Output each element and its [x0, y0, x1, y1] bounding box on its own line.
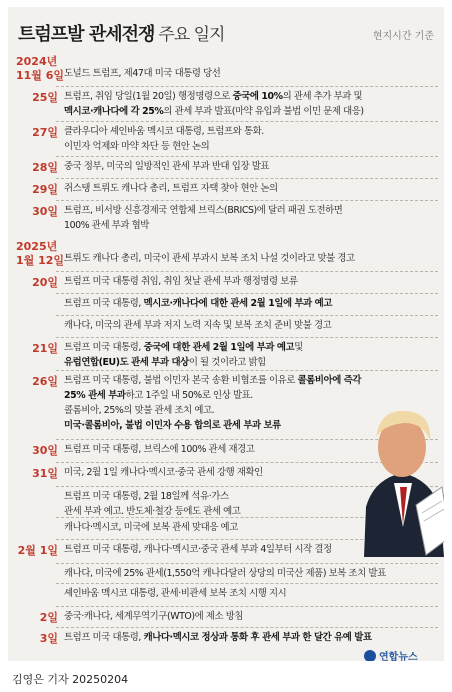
text-segment: 이 될 것이라고 밝힘 — [188, 357, 266, 368]
bold-text-segment: 중국에 대한 관세 2월 1일에 부과 예고 — [143, 342, 295, 353]
entry-date: 28일 — [32, 161, 58, 174]
text-segment: 미국, 2월 1일 캐나다·멕시코·중국 관세 강행 재확인 — [64, 467, 263, 478]
entry-text-line — [64, 631, 438, 644]
text-segment: 트럼프 미국 대통령, 캐나다·멕시코·중국 관세 부과 4일부터 시작 결정 — [64, 544, 332, 555]
entry-text-line — [64, 90, 438, 103]
entry-text-line — [64, 182, 438, 195]
entry-separator — [56, 627, 438, 628]
text-segment: 트럼프 미국 대통령, 2월 18일께 석유·가스 — [64, 491, 229, 502]
bold-text-segment: 캐나다·멕시코 정상과 통화 후 관세 부과 한 달간 유예 발표 — [143, 632, 372, 643]
bold-text-segment: 멕시코·캐나다에 각 25% — [64, 106, 164, 117]
bold-text-segment: 중국에 10% — [232, 91, 283, 102]
entry-date: 3일 — [39, 632, 58, 645]
text-segment: 캐나다·멕시코, 미국에 보복 관세 맞대응 예고 — [64, 522, 238, 533]
entry-date: 25일 — [32, 91, 58, 104]
entry-text-line — [64, 219, 438, 232]
bold-text-segment: 콜롬비아에 즉각 — [297, 375, 362, 386]
entry-text-line — [64, 374, 438, 387]
entry-text-line — [64, 204, 438, 217]
entry-separator — [56, 293, 438, 294]
trump-portrait-illustration — [354, 387, 444, 557]
text-segment: 셰인바움 멕시코 대통령, 관세·비관세 보복 조치 시행 지시 — [64, 588, 287, 599]
entry-date: 30일 — [32, 444, 58, 457]
text-segment: 트럼프 미국 대통령, — [64, 298, 144, 309]
text-segment: 이민자 억제와 마약 차단 등 현안 논의 — [64, 141, 210, 152]
entry-date: 20일 — [32, 276, 58, 289]
entry-text-line — [64, 125, 438, 138]
entry-separator — [56, 121, 438, 122]
entry-text-line — [64, 297, 438, 310]
entry-text-line — [64, 319, 438, 332]
entry-text-line — [64, 67, 438, 80]
entry-date: 26일 — [32, 375, 58, 388]
entry-separator — [56, 156, 438, 157]
year-2024: 2024년 — [16, 55, 58, 68]
entry-separator — [56, 606, 438, 607]
text-segment: 트럼프, 비서방 신흥경제국 연합체 브릭스(BRICS)에 달러 패권 도전하면 — [64, 205, 343, 216]
entry-separator — [56, 563, 438, 564]
footer-credit: 김영은 기자 20250204 — [12, 673, 129, 686]
text-segment: 트럼프 미국 대통령, — [64, 632, 144, 643]
entry-date: 2일 — [39, 611, 58, 624]
entry-text-line — [64, 610, 438, 623]
entry-date: 21일 — [32, 342, 58, 355]
text-segment: 도널드 트럼프, 제47대 미국 대통령 당선 — [64, 68, 221, 79]
entry-text-line — [64, 587, 438, 600]
entry-separator — [56, 86, 438, 87]
entry-text-line — [64, 567, 438, 580]
entry-date: 31일 — [32, 467, 58, 480]
entry-separator — [56, 271, 438, 272]
logo-text: 연합뉴스 — [379, 652, 418, 661]
title-rest: 주요 일지 — [158, 25, 225, 45]
bold-text-segment: 미국·콜롬비아, 불법 이민자 수용 합의로 관세 부과 보류 — [64, 420, 281, 431]
title-bold: 트럼프발 관세전쟁 — [18, 24, 155, 45]
date-nov-6: 11월 6일 — [16, 69, 65, 82]
entry-date: 27일 — [32, 126, 58, 139]
entry-date: 29일 — [32, 183, 58, 196]
page-title — [18, 20, 224, 46]
text-segment: 트럼프 미국 대통령 취임, 취임 첫날 관세 부과 행정명령 보류 — [64, 276, 298, 287]
entry-text-line — [64, 160, 438, 173]
entry-text-line — [64, 252, 438, 265]
bold-text-segment: 멕시코·캐나다에 대한 관세 2월 1일에 부과 예고 — [143, 298, 332, 309]
text-segment: 의 관세 부과 발표(마약 유입과 불법 이민 문제 대응) — [163, 106, 364, 117]
text-segment: 중국 정부, 미국의 일방적인 관세 부과 반대 입장 발표 — [64, 161, 270, 172]
year-2025: 2025년 — [16, 240, 58, 253]
date-jan-12: 1월 12일 — [16, 254, 65, 267]
text-segment: 100% 관세 부과 협박 — [64, 220, 149, 231]
text-segment: 트럼프, 취임 당일(1월 20일) 행정명령으로 — [64, 91, 233, 102]
text-segment: 하고 1주일 내 50%로 인상 발표. — [125, 390, 253, 401]
text-segment: 캐나다, 미국의 관세 부과 저지 노력 지속 및 보복 조치 준비 맞불 경고 — [64, 320, 332, 331]
entry-separator — [56, 370, 438, 371]
entry-separator — [56, 583, 438, 584]
entry-text-line — [64, 341, 438, 354]
text-segment: 및 — [294, 342, 303, 353]
text-segment: 트럼프 미국 대통령, 불법 이민자 본국 송환 비협조를 이유로 — [64, 375, 298, 386]
text-segment: 트럼프 미국 대통령, — [64, 342, 144, 353]
entry-text-line — [64, 275, 438, 288]
entry-text-line — [64, 140, 438, 153]
entry-separator — [56, 200, 438, 201]
entry-date: 2월 1일 — [17, 544, 58, 557]
text-segment: 클라우디아 셰인바움 멕시코 대통령, 트럼프와 통화. — [64, 126, 264, 137]
entry-separator — [56, 315, 438, 316]
yonhap-logo — [364, 648, 418, 661]
text-segment: 콜롬비아, 25%의 맞불 관세 조치 예고. — [64, 405, 215, 416]
entry-text-line — [64, 356, 438, 369]
entry-separator — [56, 178, 438, 179]
timezone-note: 현지시간 기준 — [372, 31, 434, 42]
entry-date: 30일 — [32, 205, 58, 218]
text-segment: 쥐스탱 트뤼도 캐나다 총리, 트럼프 자택 찾아 현안 논의 — [64, 183, 278, 194]
text-segment: 관세 부과 예고. 반도체·철강 등에도 관세 예고 — [64, 506, 241, 517]
text-segment: 의 관세 추가 부과 및 — [282, 91, 363, 102]
timeline-card — [8, 7, 444, 661]
text-segment: 캐나다, 미국에 25% 관세(1,550억 캐나다달러 상당의 미국산 제품) 보복 조치 발표 — [64, 568, 386, 579]
bold-text-segment: 유럽연합(EU)도 관세 부과 대상 — [64, 357, 189, 368]
entry-text-line — [64, 105, 438, 118]
bold-text-segment: 25% 관세 부과 — [64, 390, 126, 401]
text-segment: 트뤼도 캐나다 총리, 미국이 관세 부과시 보복 조치 나설 것이라고 맞불 경고 — [64, 253, 355, 264]
text-segment: 중국·캐나다, 세계무역기구(WTO)에 제소 방침 — [64, 611, 244, 622]
entry-separator — [56, 337, 438, 338]
text-segment: 트럼프 미국 대통령, 브릭스에 100% 관세 재경고 — [64, 444, 255, 455]
logo-mark — [364, 650, 376, 661]
